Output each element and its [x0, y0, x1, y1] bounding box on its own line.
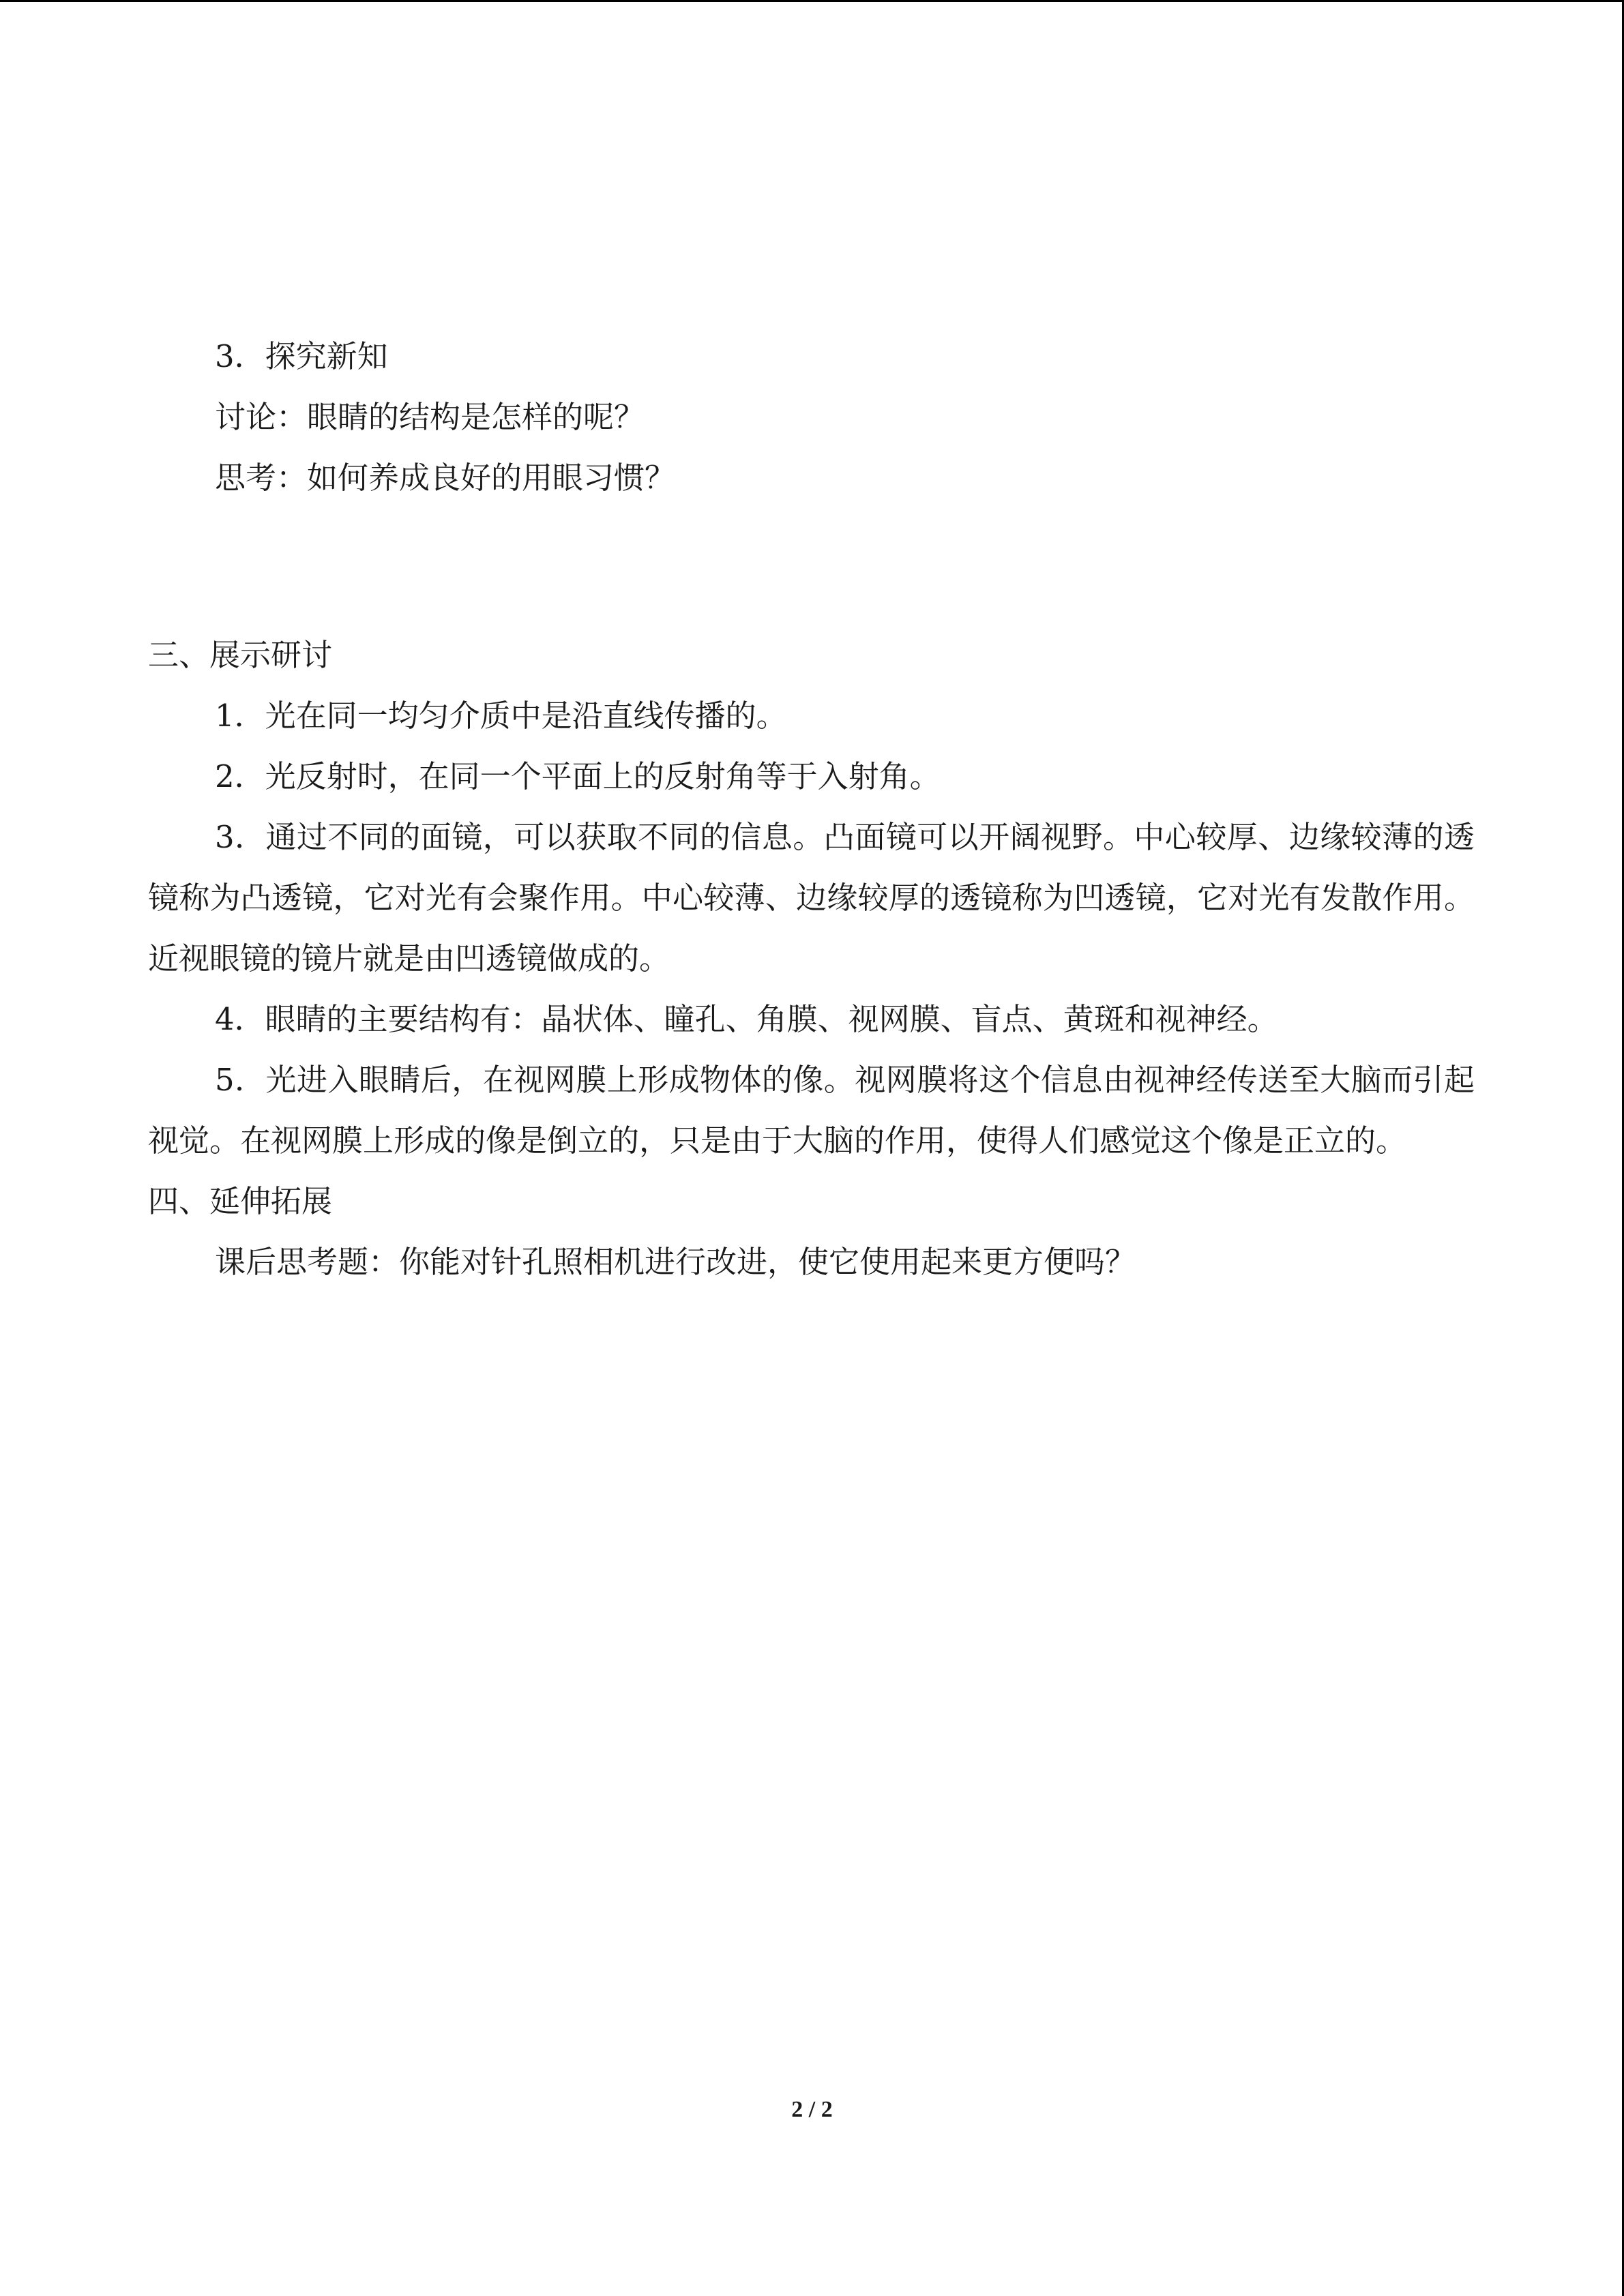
homework-question: 课后思考题：你能对针孔照相机进行改进，使它使用起来更方便吗？	[215, 1244, 1136, 1280]
page-number: 2 / 2	[791, 2097, 833, 2122]
discussion-question: 讨论：眼睛的结构是怎样的呢？	[215, 399, 645, 435]
presentation-section	[148, 625, 1475, 1292]
point-1: 1．光在同一均匀介质中是沿直线传播的。	[215, 698, 787, 734]
section-three-title: 三、展示研讨	[148, 637, 333, 673]
inquiry-heading: 3．探究新知	[215, 338, 388, 374]
thinking-question: 思考：如何养成良好的用眼习惯？	[215, 460, 676, 496]
point-3: 3．通过不同的面镜，可以获取不同的信息。凸面镜可以开阔视野。中心较厚、边缘较薄的透镜称为凸透镜，它对光有会聚作用。中心较薄、边缘较厚的透镜称为凹透镜，它对光有发散作用。近视眼镜的镜片就是由凹透镜做成的。	[148, 819, 1475, 976]
point-2: 2．光反射时，在同一个平面上的反射角等于入射角。	[215, 758, 941, 794]
point-5: 5．光进入眼睛后，在视网膜上形成物体的像。视网膜将这个信息由视神经传送至大脑而引起视觉。在视网膜上形成的像是倒立的，只是由于大脑的作用，使得人们感觉这个像是正立的。	[148, 1062, 1475, 1159]
section-four-title: 四、延伸拓展	[148, 1183, 333, 1219]
inquiry-section	[148, 326, 1475, 508]
point-4: 4．眼睛的主要结构有：晶状体、瞳孔、角膜、视网膜、盲点、黄斑和视神经。	[215, 1001, 1278, 1037]
